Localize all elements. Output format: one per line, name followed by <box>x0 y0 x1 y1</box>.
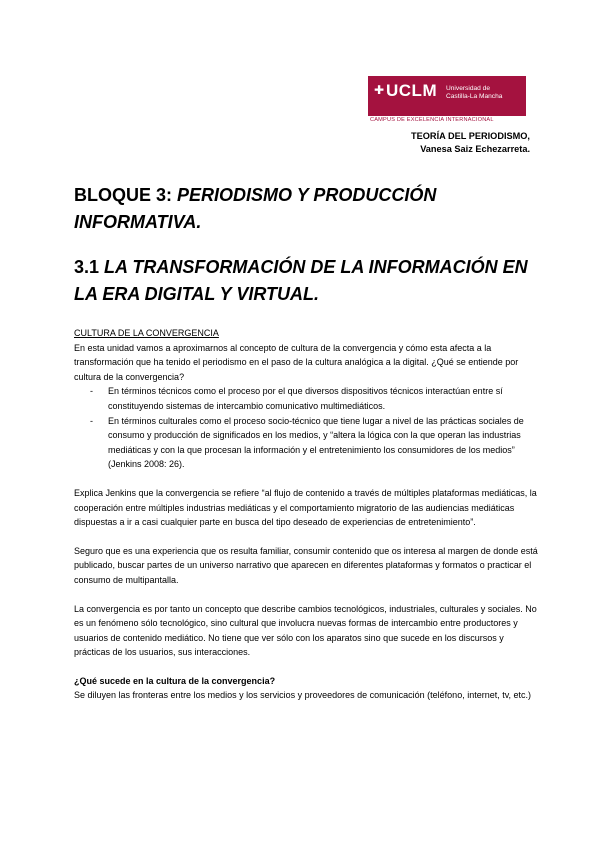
logo-university: Universidad de Castilla-La Mancha <box>446 85 503 100</box>
definition-list <box>74 384 540 472</box>
experience-paragraph: Seguro que es una experiencia que os resulta familiar, consumir contenido que os interesa al margen de donde está publicado, buscar partes de un universo narrativo que aparecen en diferentes plataformas y formatos o practicar el consumo de multipantalla. <box>74 545 538 585</box>
cross-icon: ✚ <box>374 83 385 97</box>
question-heading: ¿Qué sucede en la cultura de la convergencia? <box>74 675 276 686</box>
jenkins-paragraph: Explica Jenkins que la convergencia se refiere “al flujo de contenido a través de múltiples plataformas mediáticas, la cooperación entre múltiples industrias mediáticas y el comportamiento migratorio de las audiencias mediáticas dispuestas a ir a casi cualquier parte en busca del tipo deseado de experiencias de entretenimiento”. <box>74 487 537 528</box>
course-author <box>411 130 530 156</box>
logo-tagline: CAMPUS DE EXCELENCIA INTERNACIONAL <box>370 117 494 123</box>
logo-red-band <box>368 76 526 116</box>
section-heading: 3.1 LA TRANSFORMACIÓN DE LA INFORMACIÓN EN LA ERA DIGITAL Y VIRTUAL. <box>74 257 528 304</box>
section-title: CULTURA DE LA CONVERGENCIA <box>74 328 219 338</box>
uclm-logo <box>368 76 526 124</box>
logo-name: UCLM <box>386 81 438 100</box>
intro-paragraph: En esta unidad vamos a aproximarnos al concepto de cultura de la convergencia y cómo esta afecta a la transformación que ha tenido el periodismo en el paso de la cultura analógica a la digital. ¿Qué se entiende por cultura de la convergencia? <box>74 342 519 382</box>
list-item: - En términos culturales como el proceso socio-técnico que tiene lugar a nivel de las prácticas sociales de consumo y producción de significados en los medios, y “altera la lógica con la que operan las industrias mediáticas y con la que procesan la información y el entretenimiento los consumidores de los medios” (Jenkins 2008: 26). <box>90 415 524 470</box>
author-name: Vanesa Saiz Echezarreta. <box>420 144 530 154</box>
answer-paragraph: Se diluyen las fronteras entre los medios y los servicios y proveedores de comunicación (teléfono, internet, tv, etc.) <box>74 690 532 701</box>
concept-paragraph: La convergencia es por tanto un concepto que describe cambios tecnológicos, industriales, culturales y sociales. No es un fenómeno sólo tecnológico, sino cultural que involucra nuevas formas de intercambio entre productores y usuarios de contenido mediático. No tiene que ver sólo con los aparatos sino que sucede en los discursos y prácticas de los usuarios, sus interacciones. <box>74 603 537 658</box>
document-body <box>74 326 540 703</box>
block-heading: BLOQUE 3: PERIODISMO Y PRODUCCIÓN INFORMATIVA. <box>74 185 437 232</box>
course-name: TEORÍA DEL PERIODISMO, <box>411 131 530 141</box>
list-item: - En términos técnicos como el proceso por el que diversos dispositivos técnicos interactúan entre sí constituyendo sistemas de intercambio comunicativo multimediáticos. <box>90 386 503 411</box>
